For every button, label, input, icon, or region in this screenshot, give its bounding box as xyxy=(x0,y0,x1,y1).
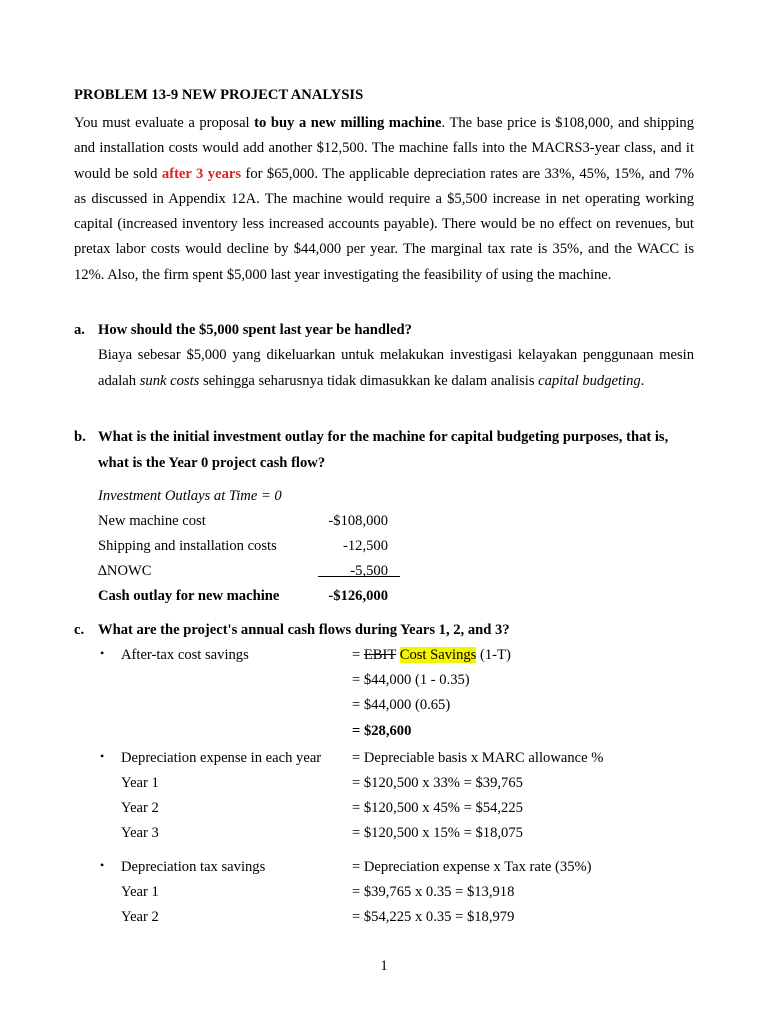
outlay-total-label: Cash outlay for new machine xyxy=(98,588,280,604)
outlay-row-label: ∆NOWC xyxy=(98,563,152,579)
question-a-text: How should the $5,000 spent last year be handled? xyxy=(98,322,412,338)
answer-a-text-2: sehingga seharusnya tidak dimasukkan ke dalam analisis xyxy=(199,372,539,389)
outlay-row-value: -5,500 xyxy=(350,563,388,579)
depreciation-label: Depreciation expense in each year xyxy=(121,750,322,766)
cost-savings-label: After-tax cost savings xyxy=(121,647,249,663)
cost-savings-result: = $28,600 xyxy=(352,723,412,739)
tax-savings-year-calc: = $54,225 x 0.35 = $18,979 xyxy=(352,909,515,925)
tax-savings-label: Depreciation tax savings xyxy=(121,859,266,875)
depreciation-year-calc: = $120,500 x 45% = $54,225 xyxy=(352,800,523,816)
depreciation-year-label: Year 3 xyxy=(121,825,159,841)
answer-a-italic-1: sunk costs xyxy=(139,372,200,389)
cost-savings-step: = $44,000 (0.65) xyxy=(352,697,451,713)
answer-a-italic-2: capital budgeting xyxy=(538,372,641,389)
outlay-row-value: -$108,000 xyxy=(328,513,388,529)
bullet-icon: • xyxy=(100,858,105,872)
depreciation-year-label: Year 1 xyxy=(121,775,159,791)
question-c-label: c. xyxy=(74,622,85,638)
cost-savings-step: = $44,000 (1 - 0.35) xyxy=(352,672,470,688)
intro-text-1: You must evaluate a proposal xyxy=(74,115,255,131)
bullet-icon: • xyxy=(100,749,105,763)
intro-bold-text: to buy a new milling machine xyxy=(254,115,442,131)
highlighted-text: Cost Savings xyxy=(399,647,477,663)
answer-a-text-3: . xyxy=(640,372,645,389)
problem-statement xyxy=(74,111,694,288)
page-number: 1 xyxy=(380,958,388,974)
intro-text-3: for $65,000. The applicable depreciation rates are 33%, 45%, 15%, and 7% as discussed in Appendix 12A. The machine would require a $5,500 increase in net operating working capital (increased inventory less increased accounts payable). There would be no effect on revenues, but pretax labor costs would decline by $44,000 per year. The marginal tax rate is 35%, and the WACC is 12%. Also, the firm spent $5,000 last year investigating the feasibility of using the machine. xyxy=(74,165,694,283)
problem-title: PROBLEM 13-9 NEW PROJECT ANALYSIS xyxy=(74,87,364,103)
strikethrough-text: EBIT xyxy=(363,647,397,663)
question-c-text: What are the project's annual cash flows during Years 1, 2, and 3? xyxy=(98,622,510,638)
tax-savings-formula: = Depreciation expense x Tax rate (35%) xyxy=(352,859,592,875)
outlay-row xyxy=(98,511,398,531)
subtotal-underline xyxy=(318,576,400,577)
cost-savings-formula: = EBIT Cost Savings (1-T) xyxy=(352,647,511,663)
depreciation-formula: = Depreciable basis x MARC allowance % xyxy=(352,750,604,766)
intro-red-text: after 3 years xyxy=(161,165,242,182)
outlay-row xyxy=(98,561,398,581)
depreciation-year-calc: = $120,500 x 33% = $39,765 xyxy=(352,775,523,791)
outlay-total-row xyxy=(98,586,398,606)
tax-savings-year-calc: = $39,765 x 0.35 = $13,918 xyxy=(352,884,515,900)
question-c xyxy=(74,618,694,644)
tax-savings-year-label: Year 2 xyxy=(121,909,159,925)
outlay-table-heading: Investment Outlays at Time = 0 xyxy=(98,488,282,504)
answer-a-text-1: Biaya sebesar $5,000 yang dikeluarkan untuk melakukan investigasi kelayakan penggunaan mesin adalah xyxy=(98,347,694,389)
outlay-row-label: New machine cost xyxy=(98,513,206,529)
bullet-icon: • xyxy=(100,646,105,660)
question-a-label: a. xyxy=(74,322,85,338)
question-a xyxy=(74,318,694,344)
outlay-total-value: -$126,000 xyxy=(328,588,388,604)
outlay-row xyxy=(98,536,398,556)
question-b-label: b. xyxy=(74,429,86,445)
outlay-row-value: -12,500 xyxy=(343,538,388,554)
outlay-row-label: Shipping and installation costs xyxy=(98,538,277,554)
question-b xyxy=(74,425,694,476)
depreciation-year-label: Year 2 xyxy=(121,800,159,816)
depreciation-year-calc: = $120,500 x 15% = $18,075 xyxy=(352,825,523,841)
tax-savings-year-label: Year 1 xyxy=(121,884,159,900)
question-b-text: What is the initial investment outlay for the machine for capital budgeting purposes, that is, what is the Year 0 project cash flow? xyxy=(98,429,669,471)
answer-a xyxy=(98,343,694,394)
intro-text-2: . The base price is $108,000, and shipping and installation costs would add another $12,500. The machine falls into the MACRS3-year class, and it would be sold xyxy=(74,115,694,182)
